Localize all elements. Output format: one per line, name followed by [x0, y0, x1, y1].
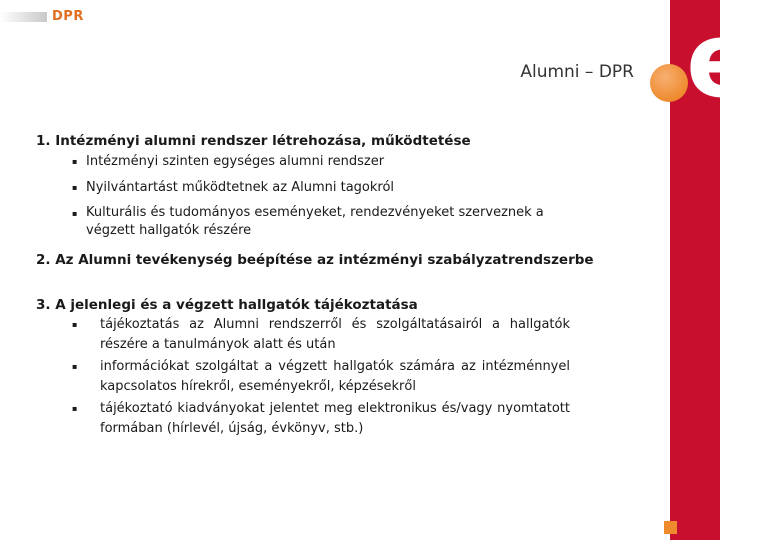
orange-circle-decoration [650, 64, 688, 102]
bullet-icon: ▪ [72, 404, 78, 413]
logo-strip [0, 12, 47, 22]
list-item [36, 204, 546, 240]
list-item [36, 152, 636, 171]
slide-content [36, 133, 636, 439]
list-item-text: Intézményi szinten egységes alumni rendszer [86, 154, 385, 169]
section-heading-3: 3. A jelenlegi és a végzett hallgatók tájékoztatása [36, 297, 418, 313]
orange-square-decoration [664, 521, 677, 534]
section-heading-1: 1. Intézményi alumni rendszer létrehozása, működtetése [36, 133, 471, 149]
list-item-text: információkat szolgáltat a végzett hallgatók számára az intézménnyel kapcsolatos hírekről, eseményekről, képzésekről [100, 359, 570, 394]
list-item [36, 357, 570, 397]
list-item-text: tájékoztató kiadványokat jelentet meg elektronikus és/vagy nyomtatott formában (hírlevél, újság, évkönyv, stb.) [100, 401, 570, 436]
dpr-logo: DPR [52, 9, 84, 24]
list-item [36, 399, 570, 439]
bullet-icon: ▪ [72, 362, 78, 371]
list-item-text: Nyilvántartást működtetnek az Alumni tagokról [86, 180, 395, 195]
list-item-text: tájékoztatás az Alumni rendszerről és szolgáltatásairól a hallgatók részére a tanulmányok alatt és után [100, 317, 570, 352]
bullet-icon: ▪ [72, 209, 78, 218]
list-item [36, 315, 570, 355]
section-heading-2: 2. Az Alumni tevékenység beépítése az intézményi szabályzatrendszerbe [36, 252, 594, 268]
bullet-icon: ▪ [72, 183, 78, 192]
bullet-icon: ▪ [72, 157, 78, 166]
brand-e-logo: e [686, 0, 757, 121]
slide-title: Alumni – DPR [520, 62, 634, 82]
list-item [36, 178, 636, 197]
bullet-icon: ▪ [72, 320, 78, 329]
list-item-text: Kulturális és tudományos eseményeket, rendezvényeket szerveznek a végzett hallgatók részére [86, 205, 544, 238]
